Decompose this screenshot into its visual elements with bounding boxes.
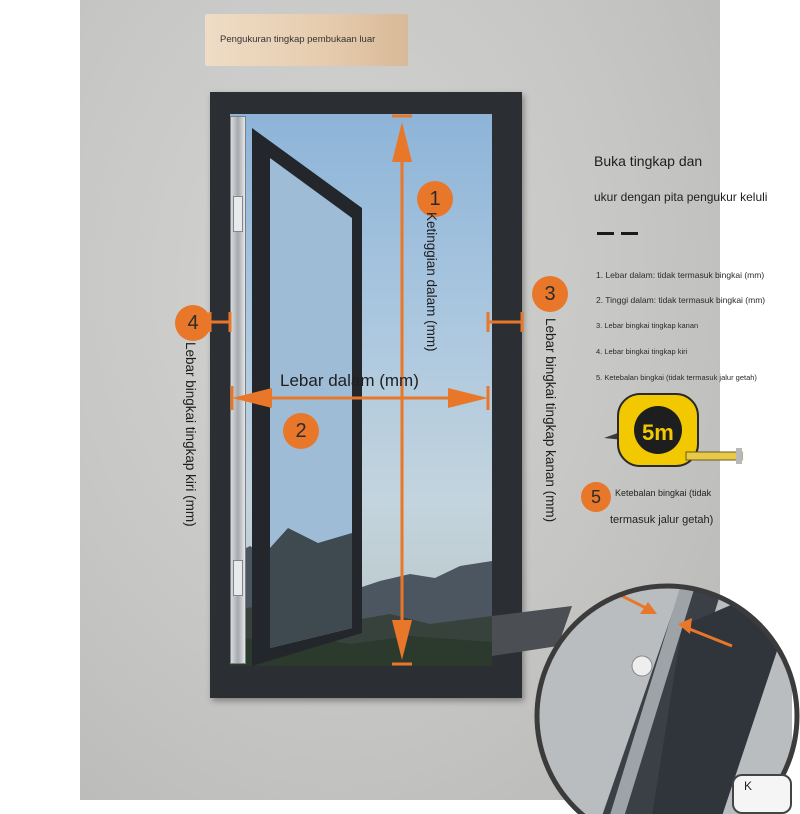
instruction-item-5: 5. Ketebalan bingkai (tidak termasuk jalur getah) [596,373,757,382]
instruction-item-4: 4. Lebar bingkai tingkap kiri [596,347,688,356]
badge-3: 3 [532,276,568,312]
corner-label-text: K [744,779,753,793]
frame-thickness-zoom [492,556,782,800]
width-arrow-right [448,388,488,408]
badge-4: 4 [175,305,211,341]
instruction-subheading: ukur dengan pita pengukur keluli [594,190,768,204]
height-arrow-bottom [392,620,412,660]
instruction-heading: Buka tingkap dan [594,153,703,169]
banner-title: Pengukuran tingkap pembukaan luar [220,34,376,45]
instruction-item-2: 2. Tinggi dalam: tidak termasuk bingkai (mm) [596,295,766,305]
label-lebar-dalam: Lebar dalam (mm) [280,371,419,390]
label-ketinggian-dalam: Ketinggian dalam (mm) [424,212,439,352]
instruction-item-1: 1. Lebar dalam: tidak termasuk bingkai (mm) [596,270,765,280]
label-lebar-bingkai-kiri: Lebar bingkai tingkap kiri (mm) [183,342,198,527]
corner-label [732,774,792,814]
divider-dash [621,232,638,235]
divider-dash [597,232,614,235]
height-arrow-top [392,122,412,162]
width-arrow-left [232,388,272,408]
label-lebar-bingkai-kanan: Lebar bingkai tingkap kanan (mm) [543,318,558,523]
badge-1: 1 [417,181,453,217]
instruction-item-3: 3. Lebar bingkai tingkap kanan [596,321,699,330]
tape-size-label: 5m [642,420,674,445]
badge-5: 5 [581,482,611,512]
note-5-line-2: termasuk jalur getah) [610,514,714,526]
tape-measure-icon [596,388,746,476]
note-5-line-1: Ketebalan bingkai (tidak [615,488,712,498]
infographic [80,0,768,800]
badge-2: 2 [283,413,319,449]
